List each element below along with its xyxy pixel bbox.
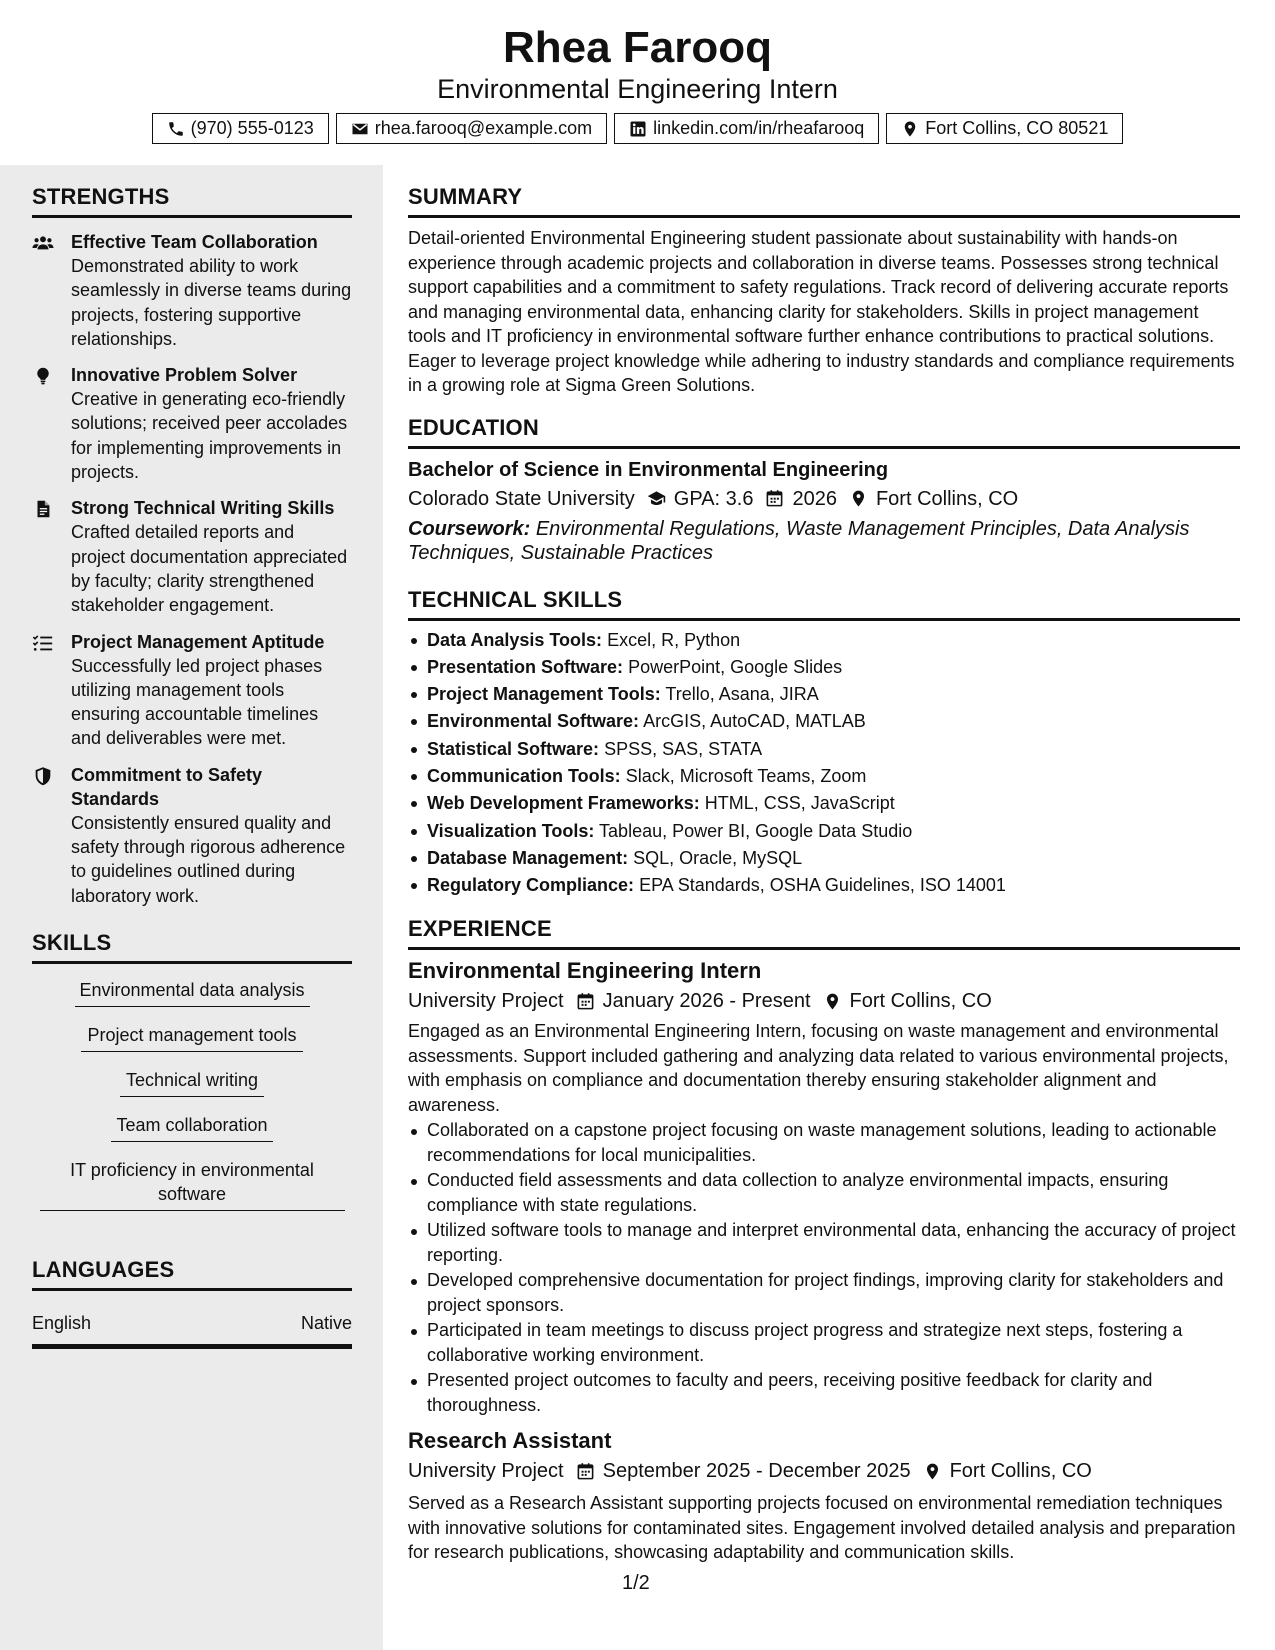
language-level-bar	[32, 1344, 352, 1349]
education-divider	[408, 446, 1240, 449]
email-text: rhea.farooq@example.com	[374, 118, 593, 138]
strength-desc: Consistently ensured quality and safety through rigorous adherence to guidelines outlined during laboratory work.	[71, 812, 346, 906]
job-dates: September 2025 - December 2025	[602, 1460, 911, 1483]
list-item: Collaborated on a capstone project focusing on waste management solutions, leading to actionable recommendations for local municipalities.	[408, 1118, 1240, 1167]
graduation-year: 2026	[792, 487, 837, 510]
technical-skills-heading: TECHNICAL SKILLS	[408, 586, 623, 612]
skill-item: Environmental data analysis	[75, 978, 310, 1007]
location-pin-icon	[923, 1462, 942, 1481]
skill-value: ArcGIS, AutoCAD, MATLAB	[643, 711, 866, 732]
job-location: Fort Collins, CO	[949, 1460, 1092, 1483]
skill-label: Database Management:	[427, 847, 629, 868]
list-item: Developed comprehensive documentation for project findings, improving clarity for stakeholders and project sponsors.	[408, 1268, 1240, 1317]
skill-label: Environmental Software:	[427, 711, 640, 732]
skill-item: Technical writing	[120, 1068, 264, 1097]
skill-value: HTML, CSS, JavaScript	[704, 793, 895, 814]
skill-label: Statistical Software:	[427, 738, 600, 759]
job-dates: January 2026 - Present	[602, 990, 811, 1013]
list-item	[408, 790, 1240, 817]
job-org: University Project	[408, 1460, 564, 1483]
skill-value: SPSS, SAS, STATA	[604, 738, 763, 759]
experience-heading: EXPERIENCE	[408, 916, 552, 942]
strength-title: Innovative Problem Solver	[71, 365, 298, 386]
skill-value: EPA Standards, OSHA Guidelines, ISO 14001	[639, 875, 1006, 896]
location-pin-icon	[901, 120, 919, 138]
strength-item	[32, 363, 352, 484]
skill-value: Excel, R, Python	[607, 629, 741, 650]
school-name: Colorado State University	[408, 487, 635, 510]
phone-icon	[167, 120, 185, 138]
contact-bar	[0, 113, 1275, 144]
skill-label: Presentation Software:	[427, 656, 624, 677]
skill-value: PowerPoint, Google Slides	[628, 656, 843, 677]
list-item	[408, 845, 1240, 872]
contact-location[interactable]	[886, 113, 1123, 144]
contact-linkedin[interactable]	[614, 113, 879, 144]
skill-item: IT proficiency in environmental software	[40, 1158, 345, 1211]
linkedin-text: linkedin.com/in/rheafarooq	[653, 118, 865, 138]
skill-label: Web Development Frameworks:	[427, 793, 700, 814]
skill-label: Communication Tools:	[427, 765, 621, 786]
task-list-icon	[32, 633, 54, 653]
job-description: Engaged as an Environmental Engineering Intern, focusing on waste management and environmental assessments. Support included gathering and analyzing data related to various environmental projects, with emphasis on compliance and documentation thereby ensuring stakeholder alignment and awareness.	[408, 1021, 1229, 1115]
strength-item	[32, 630, 352, 751]
job-location: Fort Collins, CO	[849, 990, 992, 1013]
summary-heading: SUMMARY	[408, 184, 523, 209]
language-level: Native	[300, 1312, 352, 1333]
skill-value: Slack, Microsoft Teams, Zoom	[625, 765, 867, 786]
skill-value: Tableau, Power BI, Google Data Studio	[599, 820, 913, 841]
list-item	[408, 708, 1240, 735]
strength-title: Effective Team Collaboration	[71, 232, 318, 252]
candidate-title: Environmental Engineering Intern	[437, 74, 838, 104]
document-icon	[32, 499, 54, 519]
phone-text: (970) 555-0123	[190, 118, 314, 138]
location-pin-icon	[823, 992, 842, 1011]
strengths-divider	[32, 215, 352, 218]
candidate-name: Rhea Farooq	[503, 23, 772, 72]
job-org: University Project	[408, 990, 564, 1013]
list-item	[408, 872, 1240, 899]
strength-title: Project Management Aptitude	[71, 631, 325, 652]
job-bullets	[408, 1118, 1240, 1417]
list-item: Participated in team meetings to discuss project progress and strategize next steps, fostering a collaborative working environment.	[408, 1318, 1240, 1367]
skill-label: Data Analysis Tools:	[427, 629, 603, 650]
resume-header	[0, 0, 1275, 165]
list-item: Utilized software tools to manage and interpret environmental data, enhancing the accuracy of project reporting.	[408, 1218, 1240, 1267]
users-icon	[32, 233, 54, 253]
degree-title: Bachelor of Science in Environmental Engineering	[408, 458, 889, 481]
strength-item	[32, 763, 352, 908]
experience-divider	[408, 947, 1240, 950]
sidebar	[0, 165, 383, 1650]
skill-label: Project Management Tools:	[427, 684, 661, 705]
language-name: English	[32, 1312, 92, 1333]
list-item	[408, 681, 1240, 708]
strength-desc: Demonstrated ability to work seamlessly in diverse teams during projects, fostering supportive relationships.	[71, 256, 352, 349]
education-meta	[408, 485, 1240, 513]
skills-divider	[32, 961, 352, 964]
languages-divider	[32, 1288, 352, 1291]
language-row	[32, 1311, 352, 1335]
location-pin-icon	[849, 489, 868, 508]
list-item	[408, 763, 1240, 790]
calendar-icon	[576, 1462, 595, 1481]
strength-item	[32, 230, 352, 351]
summary-divider	[408, 215, 1240, 218]
skills-heading: SKILLS	[32, 929, 112, 955]
strength-desc: Successfully led project phases utilizing management tools ensuring accountable timelines and deliverables were met.	[71, 655, 323, 749]
linkedin-icon	[629, 120, 647, 138]
skill-label: Regulatory Compliance:	[427, 875, 635, 896]
strength-desc: Crafted detailed reports and project documentation appreciated by faculty; clarity strengthened stakeholder engagement.	[71, 522, 348, 616]
contact-email[interactable]	[336, 113, 607, 144]
calendar-icon	[765, 489, 784, 508]
skills-list	[32, 978, 352, 1211]
skill-item: Project management tools	[81, 1023, 303, 1052]
skill-value: Trello, Asana, JIRA	[665, 684, 819, 705]
strengths-heading: STRENGTHS	[32, 184, 170, 209]
strength-title: Commitment to Safety Standards	[71, 764, 263, 809]
strength-title: Strong Technical Writing Skills	[71, 498, 335, 519]
job-title: Environmental Engineering Intern	[408, 958, 762, 984]
job-meta	[408, 987, 1240, 1015]
skill-label: Visualization Tools:	[427, 820, 595, 841]
skill-value: SQL, Oracle, MySQL	[633, 847, 803, 868]
job-description: Served as a Research Assistant supporting projects focused on environmental remediation techniques with innovative solutions for contaminated sites. Engagement involved detailed analysis and preparation for research publications, showcasing adaptability and communication skills.	[408, 1493, 1236, 1563]
coursework-list: Environmental Regulations, Waste Management Principles, Data Analysis Techniques, Sustainable Practices	[408, 517, 1190, 564]
gpa-text: GPA: 3.6	[673, 487, 754, 510]
strength-item	[32, 496, 352, 617]
list-item: Presented project outcomes to faculty and peers, receiving positive feedback for clarity and thoroughness.	[408, 1368, 1240, 1417]
list-item: Conducted field assessments and data collection to analyze environmental impacts, ensuring compliance with state regulations.	[408, 1168, 1240, 1217]
list-item	[408, 736, 1240, 763]
envelope-icon	[351, 120, 369, 138]
job-meta	[408, 1457, 1240, 1485]
list-item	[408, 627, 1240, 654]
calendar-icon	[576, 992, 595, 1011]
strength-desc: Creative in generating eco-friendly solutions; received peer accolades for implementing improvements in projects.	[71, 389, 348, 483]
page-number: 1/2	[622, 1572, 650, 1594]
languages-heading: LANGUAGES	[32, 1256, 175, 1282]
lightbulb-icon	[32, 366, 54, 386]
list-item	[408, 654, 1240, 681]
education-heading: EDUCATION	[408, 414, 539, 440]
technical-skills-divider	[408, 618, 1240, 621]
shield-icon	[32, 766, 54, 786]
location-text: Fort Collins, CO 80521	[925, 118, 1109, 138]
education-location: Fort Collins, CO	[875, 487, 1019, 510]
job-title: Research Assistant	[408, 1428, 612, 1454]
skill-item: Team collaboration	[111, 1113, 273, 1142]
coursework-label: Coursework:	[408, 517, 531, 540]
technical-skills-list	[408, 627, 1240, 900]
summary-text: Detail-oriented Environmental Engineering student passionate about sustainability with hands-on experience through academic projects and collaboration in diverse teams. Possesses strong technical support capabilities and a commitment to safety regulations. Track record of delivering accurate reports and managing environmental data, enhancing clarity for stakeholders. Skills in project management tools and IT proficiency in environmental software further enhance contributions to practical solutions. Eager to leverage project knowledge while adhering to industry standards and compliance requirements in a growing role at Sigma Green Solutions.	[408, 228, 1235, 395]
main-content	[408, 183, 1240, 1565]
graduation-cap-icon	[647, 489, 666, 508]
coursework	[408, 517, 1240, 566]
list-item	[408, 818, 1240, 845]
contact-phone[interactable]	[152, 113, 329, 144]
